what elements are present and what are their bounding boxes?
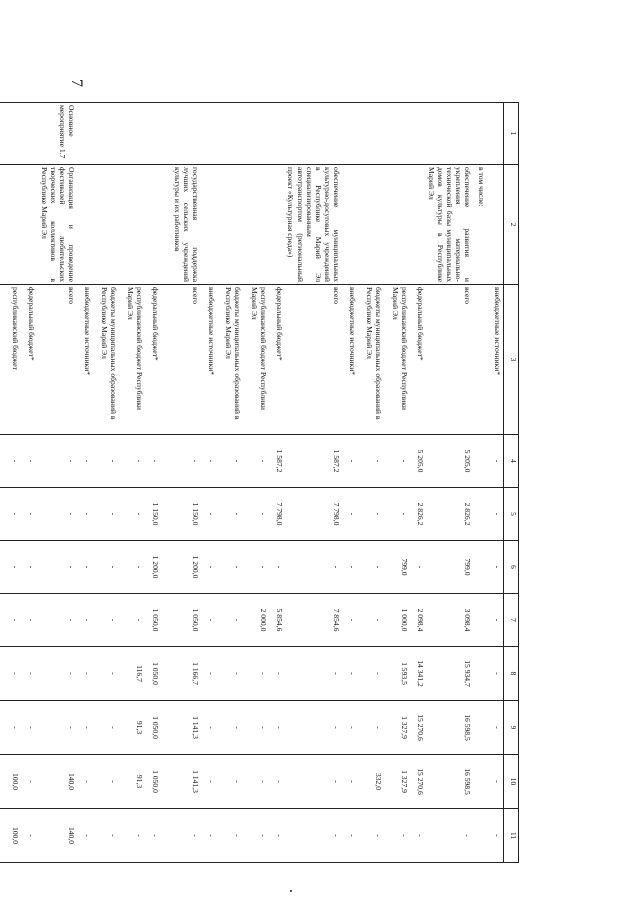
value-cell: - — [269, 701, 285, 755]
value-cell: - — [217, 809, 243, 863]
value-cell: - — [285, 541, 342, 594]
value-cell: - — [93, 647, 119, 701]
value-cell: - — [217, 755, 243, 809]
header-row — [504, 103, 519, 863]
header-cell: 10 — [504, 755, 519, 809]
value-cell — [474, 435, 488, 488]
value-cell: - — [77, 594, 93, 647]
value-cell: 14 341,2 — [410, 647, 426, 701]
activity-cell — [93, 165, 119, 285]
table-row — [342, 103, 358, 863]
header-cell: 8 — [504, 647, 519, 701]
value-cell: - — [119, 809, 145, 863]
value-cell: - — [0, 594, 21, 647]
value-cell: - — [243, 755, 269, 809]
event-cell — [145, 103, 161, 165]
value-cell: 1 166,7 — [161, 647, 201, 701]
table-row — [217, 103, 243, 863]
value-cell: 2 098,4 — [410, 594, 426, 647]
event-cell — [93, 103, 119, 165]
value-cell: 140,0 — [37, 809, 77, 863]
value-cell: - — [201, 701, 217, 755]
value-cell: - — [426, 809, 474, 863]
value-cell: - — [217, 435, 243, 488]
activity-cell — [384, 165, 410, 285]
table-row — [0, 103, 21, 863]
value-cell: - — [217, 701, 243, 755]
value-cell: - — [37, 701, 77, 755]
value-cell: - — [488, 594, 504, 647]
value-cell: - — [384, 488, 410, 541]
header-cell: 4 — [504, 435, 519, 488]
value-cell: 7 798,0 — [285, 488, 342, 541]
value-cell: - — [342, 541, 358, 594]
event-cell — [217, 103, 243, 165]
table-row — [161, 103, 201, 863]
value-cell: - — [201, 541, 217, 594]
value-cell: 1 050,0 — [161, 594, 201, 647]
event-cell — [161, 103, 201, 165]
table-row — [269, 103, 285, 863]
value-cell: 100,0 — [0, 755, 21, 809]
value-cell: - — [21, 435, 37, 488]
value-cell: - — [358, 435, 384, 488]
event-cell — [201, 103, 217, 165]
source-cell: федеральный бюджет* — [269, 285, 285, 435]
value-cell: - — [358, 701, 384, 755]
value-cell: - — [342, 488, 358, 541]
header-cell: 6 — [504, 541, 519, 594]
value-cell — [474, 647, 488, 701]
value-cell: - — [37, 594, 77, 647]
value-cell: - — [342, 809, 358, 863]
value-cell: 1 150,0 — [161, 488, 201, 541]
value-cell: - — [285, 701, 342, 755]
value-cell: - — [342, 435, 358, 488]
value-cell: - — [342, 647, 358, 701]
value-cell: - — [21, 594, 37, 647]
value-cell: - — [77, 435, 93, 488]
activity-cell — [119, 165, 145, 285]
value-cell: - — [21, 488, 37, 541]
value-cell: - — [342, 701, 358, 755]
value-cell: 91,3 — [119, 755, 145, 809]
table-row — [201, 103, 217, 863]
value-cell: 16 598,5 — [426, 755, 474, 809]
value-cell: - — [201, 594, 217, 647]
activity-cell — [358, 165, 384, 285]
event-cell — [488, 103, 504, 165]
value-cell: - — [21, 541, 37, 594]
table-row — [384, 103, 410, 863]
value-cell: 5 205,0 — [410, 435, 426, 488]
event-cell — [21, 103, 37, 165]
value-cell: - — [119, 488, 145, 541]
activity-cell: государственная поддержка лучших сельских учреждений культуры и их работников — [161, 165, 201, 285]
value-cell: - — [0, 647, 21, 701]
activity-cell: в том числе: — [474, 165, 488, 285]
activity-cell — [269, 165, 285, 285]
value-cell — [474, 541, 488, 594]
value-cell: - — [342, 594, 358, 647]
value-cell: - — [269, 647, 285, 701]
source-cell: республиканский бюджет Республики Марий Эл — [119, 285, 145, 435]
table-row — [488, 103, 504, 863]
value-cell: - — [0, 435, 21, 488]
value-cell: 15 934,7 — [426, 647, 474, 701]
source-cell: внебюджетные источники* — [77, 285, 93, 435]
value-cell: 1 141,3 — [161, 701, 201, 755]
header-cell: 1 — [504, 103, 519, 165]
value-cell: - — [201, 435, 217, 488]
event-cell — [342, 103, 358, 165]
value-cell: - — [37, 488, 77, 541]
value-cell — [474, 701, 488, 755]
scan-dot — [290, 890, 292, 892]
value-cell: - — [201, 755, 217, 809]
value-cell: - — [119, 594, 145, 647]
value-cell: - — [21, 647, 37, 701]
source-cell: бюджеты муниципальных образований в Республике Марий Эл — [93, 285, 119, 435]
header-cell: 7 — [504, 594, 519, 647]
value-cell: - — [77, 755, 93, 809]
page-number: 7 — [68, 79, 85, 87]
value-cell: - — [384, 809, 410, 863]
header-cell: 9 — [504, 701, 519, 755]
table-row — [93, 103, 119, 863]
value-cell: 7 798,0 — [269, 488, 285, 541]
value-cell: - — [77, 488, 93, 541]
event-cell — [285, 103, 342, 165]
value-cell: - — [358, 594, 384, 647]
value-cell: - — [93, 809, 119, 863]
activity-cell: Организация и проведение фестивалей любительских творческих коллективов в Республике Марий Эл — [37, 165, 77, 285]
value-cell: - — [243, 647, 269, 701]
value-cell: - — [93, 435, 119, 488]
value-cell: 7 854,6 — [285, 594, 342, 647]
table-row — [358, 103, 384, 863]
value-cell: - — [77, 809, 93, 863]
value-cell: 15 270,6 — [410, 701, 426, 755]
source-cell: всего — [161, 285, 201, 435]
value-cell — [474, 594, 488, 647]
table-row — [243, 103, 269, 863]
value-cell: - — [269, 541, 285, 594]
source-cell: внебюджетные источники* — [342, 285, 358, 435]
value-cell: - — [145, 809, 161, 863]
value-cell: - — [21, 701, 37, 755]
value-cell — [474, 755, 488, 809]
value-cell: - — [37, 541, 77, 594]
value-cell: 1 050,0 — [145, 755, 161, 809]
value-cell: - — [0, 701, 21, 755]
source-cell: всего — [37, 285, 77, 435]
value-cell: - — [145, 435, 161, 488]
value-cell: 2 826,2 — [426, 488, 474, 541]
rotated-table-area — [11, 102, 519, 862]
table-row — [145, 103, 161, 863]
value-cell: - — [217, 647, 243, 701]
event-cell — [474, 103, 488, 165]
value-cell: 1 200,0 — [161, 541, 201, 594]
value-cell: - — [119, 435, 145, 488]
event-cell — [426, 103, 474, 165]
value-cell: 1 050,0 — [145, 594, 161, 647]
value-cell: - — [161, 435, 201, 488]
value-cell: 1 000,0 — [384, 594, 410, 647]
value-cell: 1 327,9 — [384, 701, 410, 755]
value-cell: - — [37, 435, 77, 488]
value-cell: - — [269, 755, 285, 809]
activity-cell — [243, 165, 269, 285]
value-cell: 332,0 — [358, 755, 384, 809]
value-cell: - — [243, 701, 269, 755]
value-cell: - — [488, 435, 504, 488]
value-cell: - — [93, 594, 119, 647]
activity-cell — [21, 165, 37, 285]
table-row — [37, 103, 77, 863]
value-cell: - — [488, 647, 504, 701]
source-cell: внебюджетные источники* — [488, 285, 504, 435]
table-row — [474, 103, 488, 863]
activity-cell: обеспечение развития и укрепления материально-технической базы муниципальных домов культуры в Республике Марий Эл — [426, 165, 474, 285]
value-cell: - — [201, 809, 217, 863]
value-cell: 799,0 — [426, 541, 474, 594]
source-cell: республиканский бюджет Республики Марий Эл — [243, 285, 269, 435]
value-cell: - — [243, 809, 269, 863]
table-row — [77, 103, 93, 863]
value-cell: - — [243, 488, 269, 541]
table-row — [21, 103, 37, 863]
value-cell: - — [488, 701, 504, 755]
source-cell: федеральный бюджет* — [145, 285, 161, 435]
value-cell: - — [93, 701, 119, 755]
event-cell: Основное мероприятие 1.7 — [37, 103, 77, 165]
source-cell: республиканский бюджет Республики Марий Эл — [384, 285, 410, 435]
activity-cell — [217, 165, 243, 285]
value-cell: - — [285, 809, 342, 863]
value-cell: - — [77, 541, 93, 594]
value-cell: - — [201, 488, 217, 541]
activity-cell: обеспечение муниципальных культурно-досуговых учреждений в Республике Марий Эл специализированным автотранспортом (региональный проект «Культурная среда») — [285, 165, 342, 285]
value-cell: - — [93, 755, 119, 809]
value-cell: 1 327,9 — [384, 755, 410, 809]
value-cell: - — [217, 488, 243, 541]
source-cell: внебюджетные источники* — [201, 285, 217, 435]
value-cell: 2 826,2 — [410, 488, 426, 541]
value-cell: - — [201, 647, 217, 701]
event-cell — [119, 103, 145, 165]
value-cell: 1 141,3 — [161, 755, 201, 809]
value-cell: - — [410, 809, 426, 863]
value-cell: 3 098,4 — [426, 594, 474, 647]
value-cell: - — [93, 488, 119, 541]
source-cell: республиканский бюджет — [0, 285, 21, 435]
value-cell — [474, 809, 488, 863]
header-cell: 11 — [504, 809, 519, 863]
header-cell: 2 — [504, 165, 519, 285]
value-cell: - — [217, 594, 243, 647]
table-body — [0, 103, 504, 863]
value-cell: - — [37, 647, 77, 701]
value-cell: - — [384, 435, 410, 488]
value-cell: - — [488, 809, 504, 863]
value-cell: - — [77, 701, 93, 755]
event-cell — [0, 103, 21, 165]
value-cell: - — [488, 488, 504, 541]
value-cell: - — [21, 755, 37, 809]
source-cell: федеральный бюджет* — [21, 285, 37, 435]
value-cell: 1 150,0 — [145, 488, 161, 541]
value-cell: 799,0 — [384, 541, 410, 594]
value-cell: - — [161, 809, 201, 863]
activity-cell — [342, 165, 358, 285]
value-cell: 91,3 — [119, 701, 145, 755]
funding-table — [0, 102, 519, 863]
value-cell: 1 593,5 — [384, 647, 410, 701]
value-cell: 140,0 — [37, 755, 77, 809]
value-cell: 15 270,6 — [410, 755, 426, 809]
value-cell: - — [342, 755, 358, 809]
value-cell: 116,7 — [119, 647, 145, 701]
value-cell: - — [217, 541, 243, 594]
value-cell: - — [21, 809, 37, 863]
table-row — [285, 103, 342, 863]
value-cell: - — [358, 809, 384, 863]
event-cell — [410, 103, 426, 165]
value-cell: - — [285, 755, 342, 809]
value-cell: 5 205,0 — [426, 435, 474, 488]
value-cell: 2 000,0 — [243, 594, 269, 647]
activity-cell — [488, 165, 504, 285]
value-cell: - — [77, 647, 93, 701]
value-cell: 1 050,0 — [145, 701, 161, 755]
value-cell: 1 587,2 — [285, 435, 342, 488]
event-cell — [358, 103, 384, 165]
source-cell: всего — [285, 285, 342, 435]
source-cell: всего — [426, 285, 474, 435]
value-cell: - — [0, 541, 21, 594]
activity-cell — [410, 165, 426, 285]
value-cell: - — [285, 647, 342, 701]
value-cell: - — [93, 541, 119, 594]
activity-cell — [77, 165, 93, 285]
value-cell: - — [119, 541, 145, 594]
header-cell: 3 — [504, 285, 519, 435]
value-cell: - — [488, 755, 504, 809]
event-cell — [384, 103, 410, 165]
value-cell: 1 200,0 — [145, 541, 161, 594]
value-cell: 100,0 — [0, 809, 21, 863]
source-cell: бюджеты муниципальных образований в Республике Марий Эл — [217, 285, 243, 435]
event-cell — [77, 103, 93, 165]
value-cell: - — [243, 435, 269, 488]
value-cell: - — [358, 541, 384, 594]
table-row — [119, 103, 145, 863]
value-cell: 5 854,6 — [269, 594, 285, 647]
event-cell — [243, 103, 269, 165]
activity-cell — [201, 165, 217, 285]
event-cell — [269, 103, 285, 165]
table-row — [426, 103, 474, 863]
value-cell: - — [410, 541, 426, 594]
activity-cell — [145, 165, 161, 285]
source-cell: бюджеты муниципальных образований в Республике Марий Эл — [358, 285, 384, 435]
activity-cell — [0, 165, 21, 285]
value-cell: - — [358, 647, 384, 701]
value-cell: - — [269, 809, 285, 863]
value-cell: - — [358, 488, 384, 541]
value-cell: - — [488, 541, 504, 594]
source-cell: федеральный бюджет* — [410, 285, 426, 435]
value-cell: 16 598,5 — [426, 701, 474, 755]
source-cell — [474, 285, 488, 435]
value-cell: - — [0, 488, 21, 541]
header-cell: 5 — [504, 488, 519, 541]
value-cell: 1 587,2 — [269, 435, 285, 488]
value-cell — [474, 488, 488, 541]
value-cell: 1 050,0 — [145, 647, 161, 701]
value-cell: - — [243, 541, 269, 594]
table-row — [410, 103, 426, 863]
